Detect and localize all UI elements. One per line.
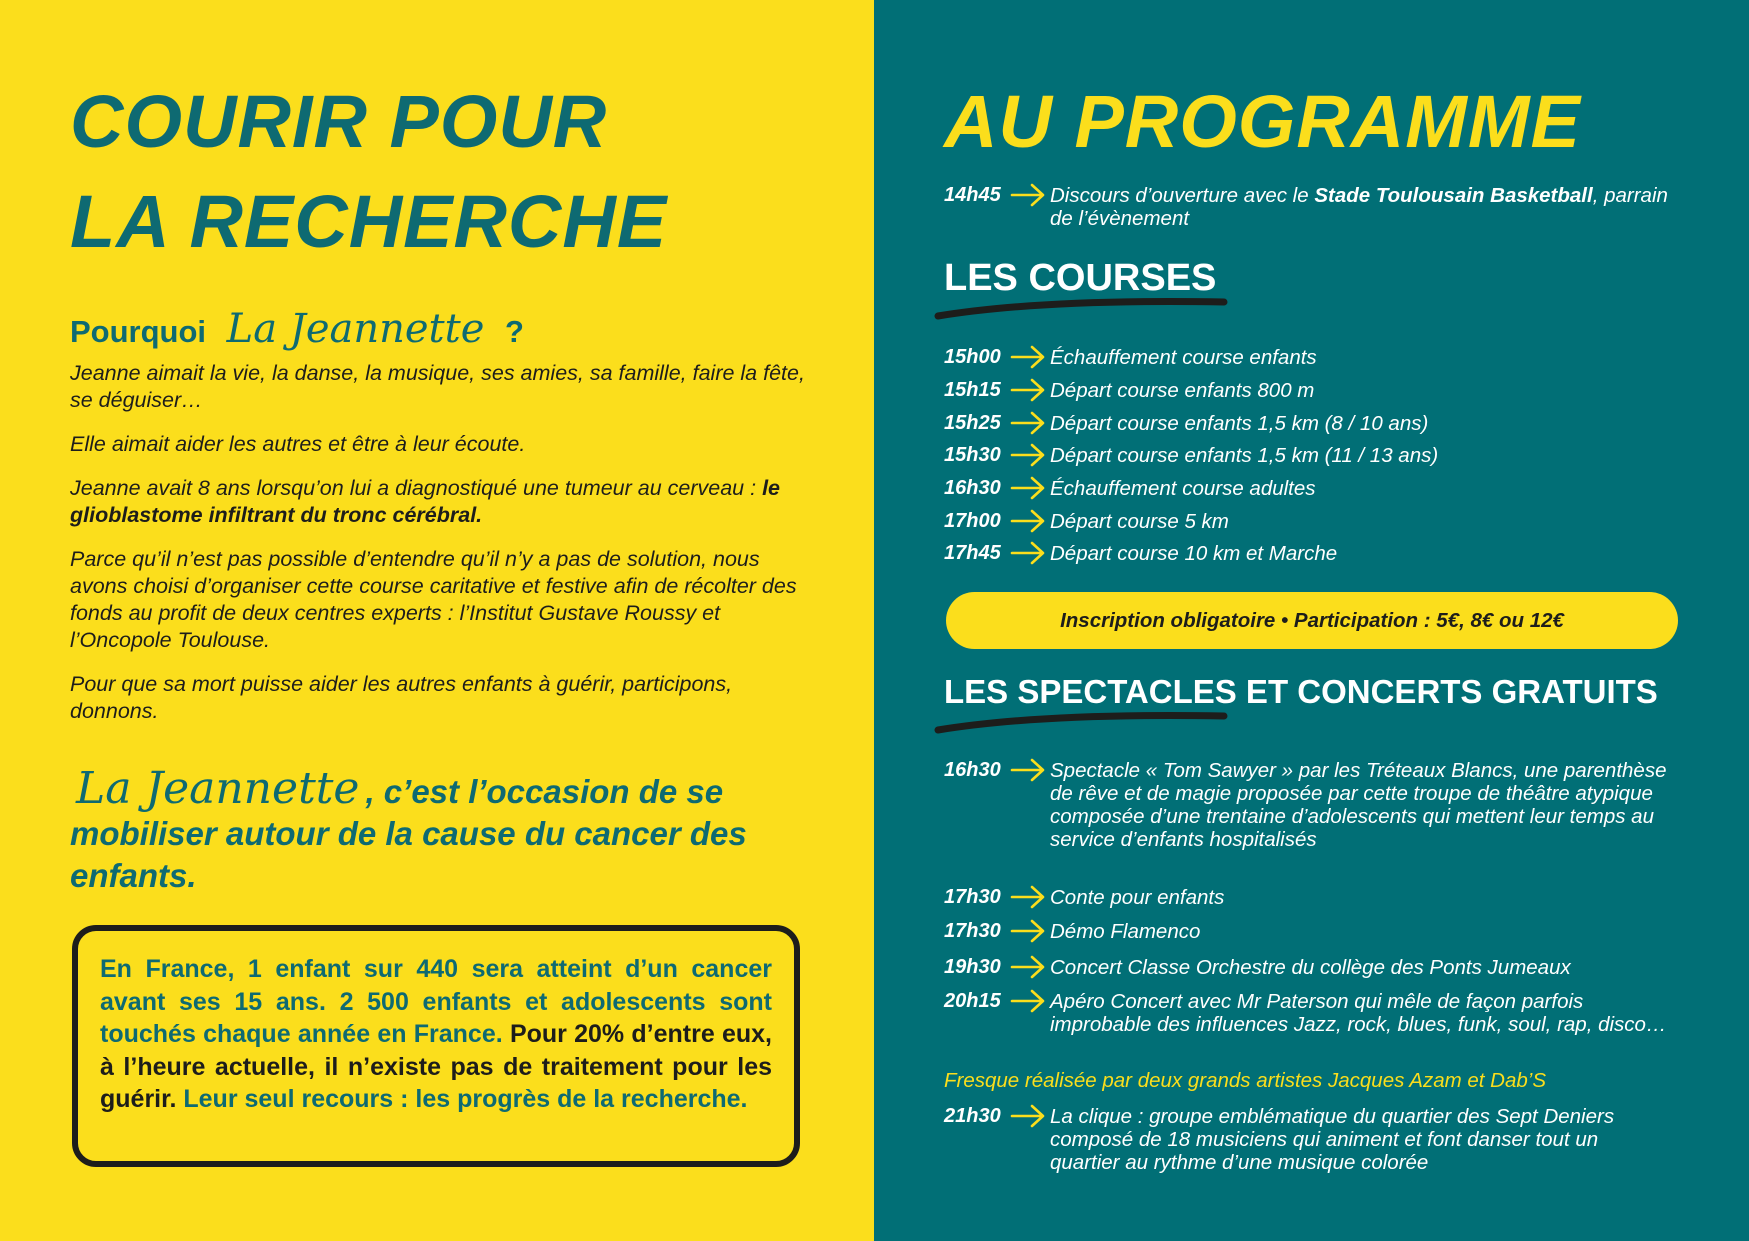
story-diagnosis-bold: le glioblastome infiltrant du tronc cérébral. [70, 476, 780, 527]
why-prefix: Pourquoi [70, 314, 207, 349]
arrow-icon [1010, 954, 1046, 980]
course-row [944, 542, 1337, 566]
story-text [70, 360, 810, 742]
show-time: 17h30 [944, 920, 1001, 942]
story-diagnosis: Jeanne avait 8 ans lorsqu’on lui a diagnostiqué une tumeur au cerveau : [70, 476, 757, 500]
arrow-icon [1010, 988, 1046, 1014]
course-row [944, 346, 1317, 370]
arrow-icon [1010, 757, 1046, 783]
show-row [944, 920, 1200, 944]
story-paragraph: Parce qu’il n’est pas possible d’entendre qu’il n’y a pas de solution, nous avons choisi d’organiser cette course caritative et festive afin de récolter des fonds au profit de deux centres experts : l’Institut Gustave Roussy et l’Oncopole Toulouse. [70, 547, 797, 652]
courses-heading: LES COURSES [944, 257, 1217, 299]
arrow-icon [1010, 884, 1046, 910]
arrow-icon [1010, 442, 1046, 468]
arrow-icon [1010, 1103, 1046, 1129]
course-row [944, 510, 1229, 534]
why-name: La Jeannette [226, 306, 485, 352]
course-text: Départ course enfants 1,5 km (8 / 10 ans) [1050, 412, 1429, 435]
course-text: Départ course 5 km [1050, 510, 1229, 533]
show-text: La clique : groupe emblématique du quartier des Sept Deniers composé de 18 musiciens qui animent et font danser tout un quartier au rythme d’une musique colorée [1050, 1105, 1615, 1174]
show-time: 20h15 [944, 990, 1001, 1012]
course-text: Départ course enfants 800 m [1050, 379, 1315, 402]
course-time: 17h00 [944, 510, 1001, 532]
course-time: 17h45 [944, 542, 1001, 564]
arrow-icon [1010, 508, 1046, 534]
course-text: Échauffement course adultes [1050, 477, 1316, 500]
facts-part-3: Leur seul recours : les progrès de la recherche. [183, 1085, 748, 1113]
show-time: 21h30 [944, 1105, 1001, 1127]
facts-part-1: En France, 1 enfant sur 440 sera atteint d’un cancer avant ses 15 ans. 2 500 enfants et adolescents sont touchés chaque année en France. [100, 955, 772, 1048]
left-panel [0, 0, 874, 1241]
course-text: Départ course 10 km et Marche [1050, 542, 1338, 565]
course-row [944, 477, 1316, 501]
facts-part-2: Pour 20% d’entre eux, à l’heure actuelle, il n’existe pas de traitement pour les guérir. [100, 1020, 773, 1113]
course-time: 15h00 [944, 346, 1001, 368]
show-row [944, 990, 1690, 1036]
underline-swoosh [932, 706, 1232, 736]
title-line-1: COURIR POUR [70, 80, 608, 163]
why-heading [70, 306, 524, 352]
opening-text-start: Discours d’ouverture avec le [1050, 184, 1309, 207]
shows-heading: LES SPECTACLES ET CONCERTS GRATUITS [944, 673, 1658, 710]
arrow-icon [1010, 918, 1046, 944]
title-line-2: LA RECHERCHE [70, 180, 668, 263]
main-title [70, 72, 667, 272]
why-suffix: ? [505, 314, 524, 349]
tagline [70, 763, 830, 897]
right-panel [874, 0, 1749, 1241]
show-text: Concert Classe Orchestre du collège des Ponts Jumeaux [1050, 956, 1571, 979]
course-time: 16h30 [944, 477, 1001, 499]
course-time: 15h25 [944, 412, 1001, 434]
fresque-note: Fresque réalisée par deux grands artistes Jacques Azam et Dab’S [944, 1069, 1547, 1092]
arrow-icon [1010, 344, 1046, 370]
course-time: 15h15 [944, 379, 1001, 401]
arrow-icon [1010, 182, 1046, 208]
show-text: Spectacle « Tom Sawyer » par les Tréteaux Blancs, une parenthèse de rêve et de magie proposée par cette troupe de théâtre atypique composée d’une trentaine d’adolescents qui mettent leur temps au service d’enfants hospitalisés [1050, 759, 1667, 851]
show-text: Démo Flamenco [1050, 920, 1201, 943]
show-time: 19h30 [944, 956, 1001, 978]
tagline-name: La Jeannette [76, 763, 360, 814]
program-title: AU PROGRAMME [944, 80, 1581, 163]
course-row [944, 444, 1438, 468]
opening-time: 14h45 [944, 184, 1001, 206]
story-paragraph: Elle aimait aider les autres et être à leur écoute. [70, 432, 526, 456]
show-time: 17h30 [944, 886, 1001, 908]
course-time: 15h30 [944, 444, 1001, 466]
course-row [944, 412, 1428, 436]
facts-box [72, 925, 800, 1167]
tagline-text: , c’est l’occasion de se mobiliser autour de la cause du cancer des enfants. [70, 773, 747, 894]
course-text: Départ course enfants 1,5 km (11 / 13 ans) [1050, 444, 1439, 467]
opening-row [944, 184, 1690, 230]
story-paragraph: Pour que sa mort puisse aider les autres enfants à guérir, participons, donnons. [70, 672, 733, 723]
opening-text [1050, 184, 1690, 230]
show-row [944, 956, 1571, 980]
underline-swoosh [932, 292, 1232, 322]
show-row [944, 886, 1224, 910]
course-text: Échauffement course enfants [1050, 346, 1317, 369]
show-row [944, 1105, 1670, 1174]
show-text: Apéro Concert avec Mr Paterson qui mêle de façon parfois improbable des influences Jazz, rock, blues, funk, soul, rap, disco… [1050, 990, 1667, 1036]
show-text: Conte pour enfants [1050, 886, 1225, 909]
show-time: 16h30 [944, 759, 1001, 781]
course-row [944, 379, 1314, 403]
arrow-icon [1010, 377, 1046, 403]
arrow-icon [1010, 475, 1046, 501]
opening-partner: Stade Toulousain Basketball [1314, 184, 1593, 207]
registration-banner: Inscription obligatoire • Participation : 5€, 8€ ou 12€ [946, 592, 1678, 649]
show-row [944, 759, 1690, 851]
arrow-icon [1010, 410, 1046, 436]
opening-text-end: , parrain de l’évènement [1050, 184, 1668, 230]
arrow-icon [1010, 540, 1046, 566]
story-paragraph [70, 475, 810, 529]
story-paragraph: Jeanne aimait la vie, la danse, la musique, ses amies, sa famille, faire la fête, se déguiser… [70, 361, 805, 412]
